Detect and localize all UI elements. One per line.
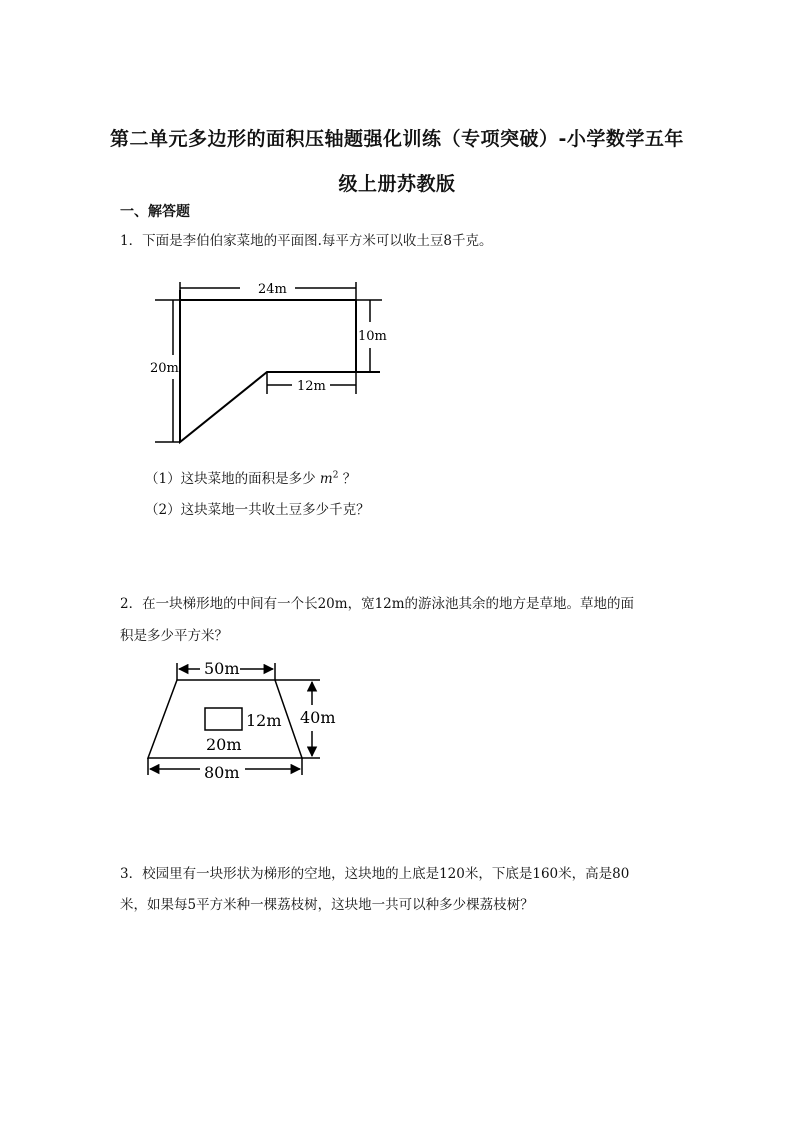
question-1-figure (145, 272, 385, 452)
area-unit-exponent: 2 (332, 470, 339, 481)
question-2-line2: 积是多少平方米？ (120, 628, 228, 644)
question-3-line1: 3．校园里有一块形状为梯形的空地，这块地的上底是120米，下底是160米，高是80 (120, 866, 630, 882)
question-3-line2: 米，如果每5平方米种一棵荔枝树，这块地一共可以种多少棵荔枝树？ (120, 897, 534, 913)
question-1-sub-1-text: （1）这块菜地的面积是多少 (145, 471, 316, 487)
question-1-sub-1 (145, 467, 356, 487)
question-2-figure (140, 655, 360, 785)
label-pool-20m: 20m (206, 735, 242, 754)
label-20m: 20m (150, 361, 179, 376)
pool-rectangle (205, 708, 242, 730)
question-1-sub-2: （2）这块菜地一共收土豆多少千克？ (145, 502, 370, 518)
label-40m: 40m (300, 708, 336, 727)
plot-outline (180, 290, 380, 442)
worksheet-title-line2: 级上册苏教版 (338, 173, 456, 195)
question-1-sub-1-end: ？ (338, 471, 357, 487)
question-2-line1: 2．在一块梯形地的中间有一个长20m，宽12m的游泳池其余的地方是草地。草地的面 (120, 596, 635, 612)
section-heading: 一、解答题 (120, 204, 190, 220)
question-1-text: 1．下面是李伯伯家菜地的平面图.每平方米可以收土豆8千克。 (120, 233, 493, 249)
area-unit (320, 471, 339, 487)
label-10m: 10m (358, 329, 387, 344)
label-50m: 50m (204, 659, 240, 678)
label-pool-12m: 12m (246, 711, 282, 730)
label-12m: 12m (297, 379, 326, 394)
label-24m: 24m (258, 282, 287, 297)
worksheet-title-line1: 第二单元多边形的面积压轴题强化训练（专项突破）-小学数学五年 (110, 128, 684, 150)
label-80m: 80m (204, 763, 240, 782)
area-unit-base: m (319, 471, 333, 487)
